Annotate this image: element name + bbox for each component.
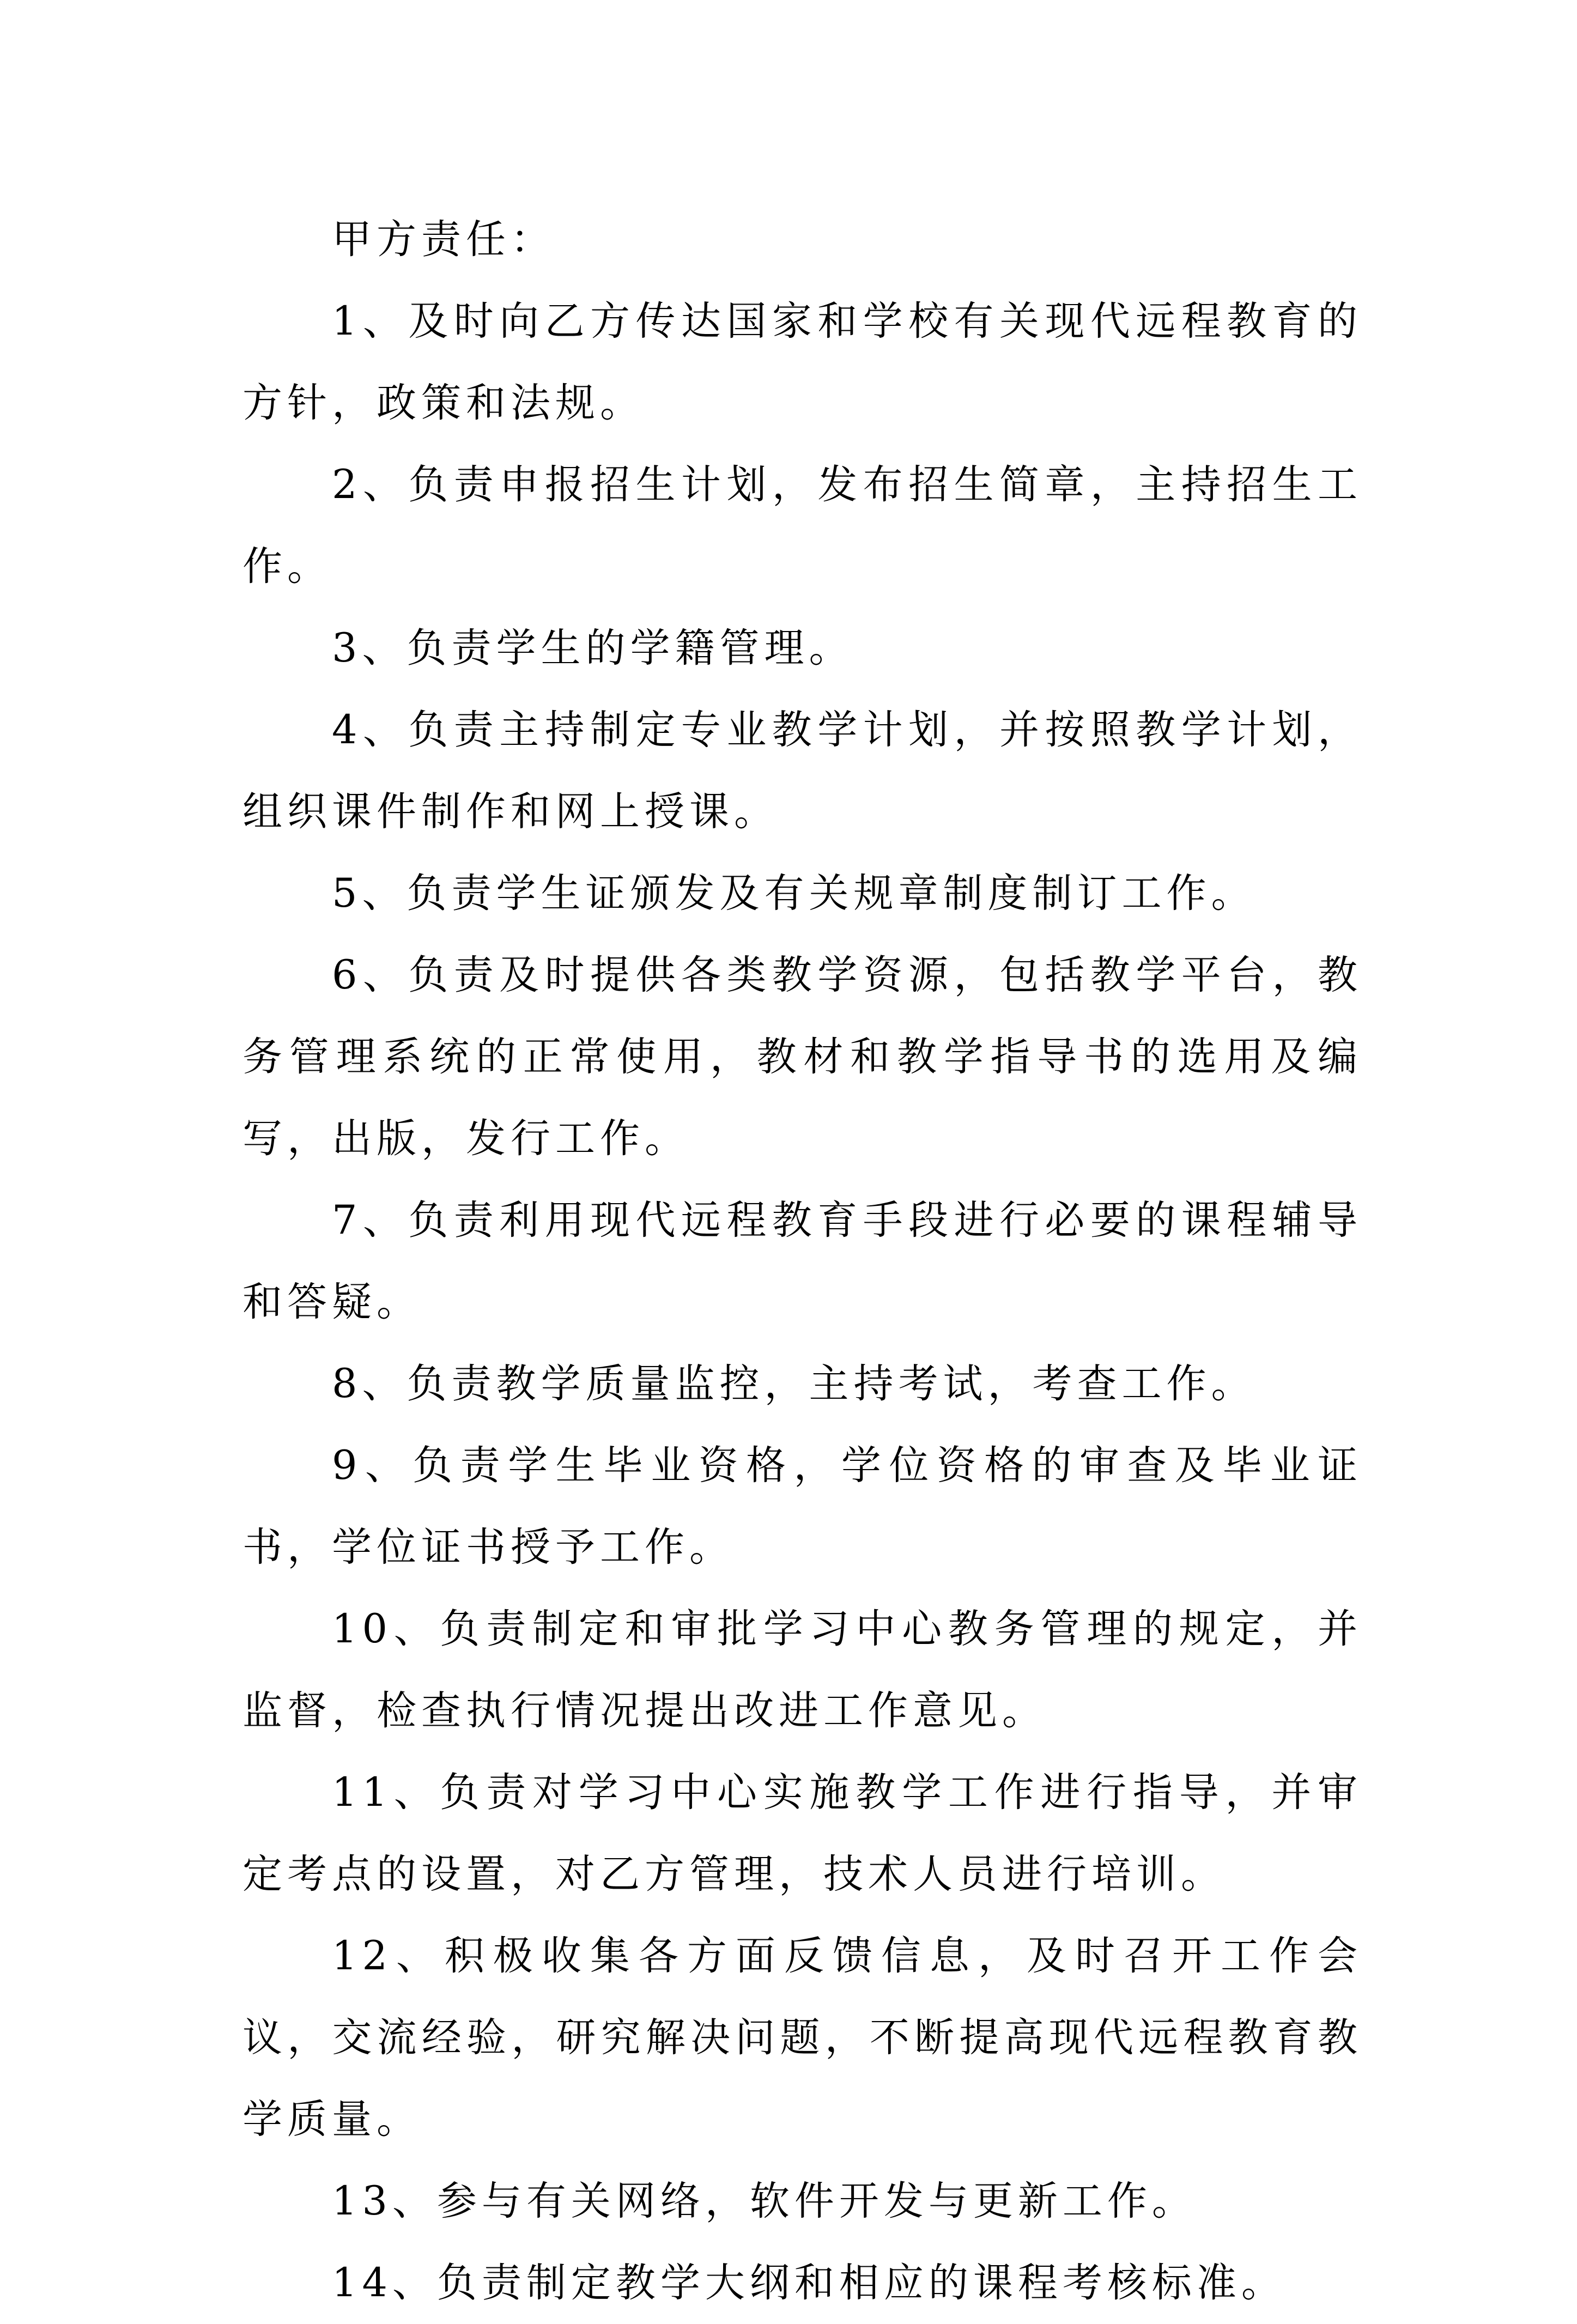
list-item: 5、负责学生证颁发及有关规章制度制订工作。 [332, 870, 1256, 917]
list-item: 3、负责学生的学籍管理。 [332, 625, 854, 671]
list-item: 7、负责利用现代远程教育手段进行必要的课程辅导和答疑。 [242, 1197, 1362, 1325]
list-item: 10、负责制定和审批学习中心教务管理的规定，并监督，检查执行情况提出改进工作意见。 [242, 1606, 1362, 1734]
list-item: 9、负责学生毕业资格，学位资格的审查及毕业证书，学位证书授予工作。 [242, 1442, 1362, 1570]
list-item: 8、负责教学质量监控，主持考试，考查工作。 [332, 1361, 1256, 1407]
document-body [242, 199, 1362, 2324]
list-item: 11、负责对学习中心实施教学工作进行指导，并审定考点的设置，对乙方管理，技术人员进行培训。 [242, 1769, 1362, 1897]
list-item: 12、积极收集各方面反馈信息，及时召开工作会议，交流经验，研究解决问题，不断提高现代远程教育教学质量。 [242, 1933, 1362, 2143]
list-item: 1、及时向乙方传达国家和学校有关现代远程教育的方针，政策和法规。 [242, 298, 1362, 426]
list-item: 2、负责申报招生计划，发布招生简章，主持招生工作。 [242, 462, 1362, 590]
list-item: 13、参与有关网络，软件开发与更新工作。 [332, 2178, 1197, 2224]
list-item: 4、负责主持制定专业教学计划，并按照教学计划，组织课件制作和网上授课。 [242, 707, 1362, 835]
list-item: 6、负责及时提供各类教学资源，包括教学平台，教务管理系统的正常使用，教材和教学指导书的选用及编写，出版，发行工作。 [242, 952, 1362, 1162]
section-heading: 甲方责任： [332, 216, 555, 263]
list-item: 14、负责制定教学大纲和相应的课程考核标准。 [332, 2260, 1286, 2306]
